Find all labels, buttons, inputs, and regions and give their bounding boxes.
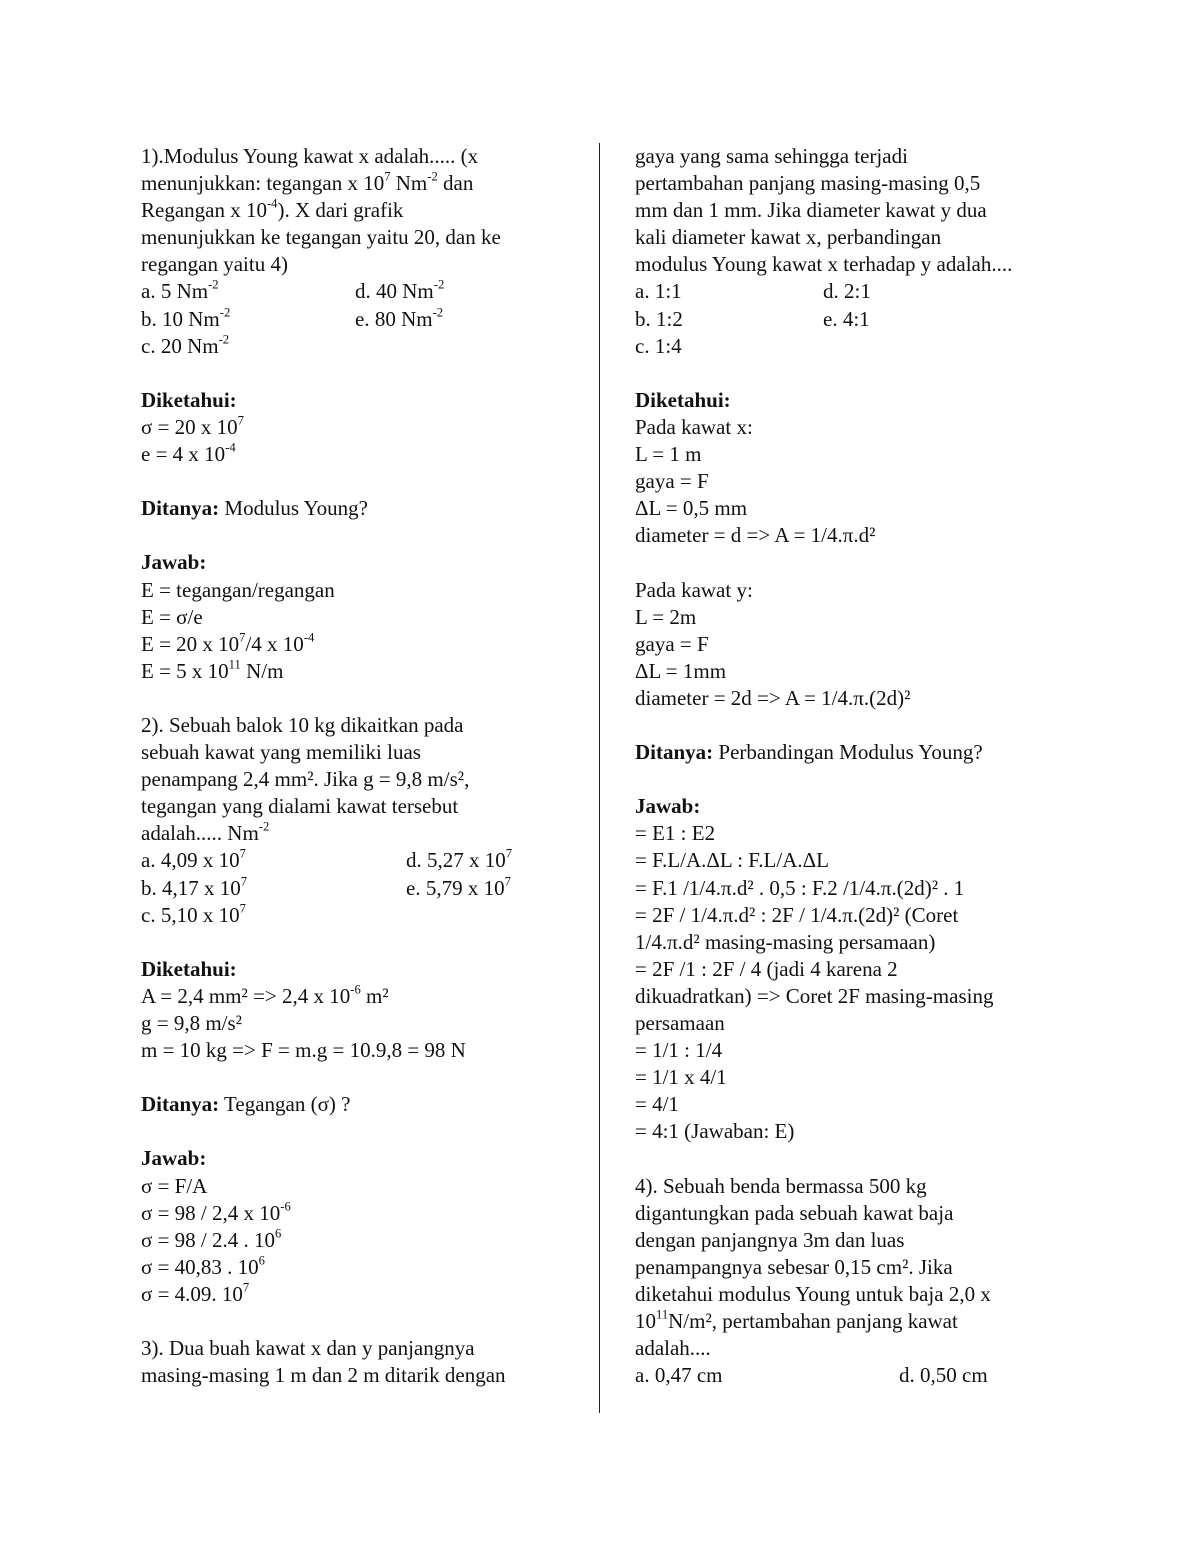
text-run: a. 5 Nm xyxy=(141,279,209,304)
option xyxy=(635,279,682,303)
text-run: d. 2:1 xyxy=(823,279,871,304)
section-heading-diketahui: Diketahui: xyxy=(635,387,731,412)
text-line xyxy=(141,197,581,224)
option xyxy=(355,306,443,333)
text-line xyxy=(141,1362,581,1389)
text-run: 4). Sebuah benda bermassa 500 kg xyxy=(635,1173,927,1198)
text-line xyxy=(635,1118,1075,1145)
text-run: a. 0,47 cm xyxy=(635,1363,723,1388)
text-line xyxy=(635,847,1075,874)
question-stem xyxy=(635,1173,1075,1363)
text-line xyxy=(635,495,1075,522)
superscript: 7 xyxy=(384,169,391,184)
text-run: e. 80 Nm xyxy=(355,306,433,331)
text-run: = 1/1 : 1/4 xyxy=(635,1038,723,1063)
option xyxy=(635,334,682,358)
text-run: E = σ/e xyxy=(141,604,203,629)
text-line xyxy=(141,1173,581,1200)
question-3 xyxy=(635,143,1075,1145)
question-stem xyxy=(141,143,581,278)
option-row xyxy=(635,278,1075,305)
text-run: digantungkan pada sebuah kawat baja xyxy=(635,1200,954,1225)
text-run: m² xyxy=(360,983,389,1008)
text-line xyxy=(141,631,581,658)
known-values xyxy=(141,983,581,1064)
text-line xyxy=(141,739,581,766)
superscript: -4 xyxy=(303,630,315,645)
option-row xyxy=(141,847,581,874)
text-line xyxy=(635,983,1075,1010)
solution-steps xyxy=(141,1173,581,1308)
text-line xyxy=(635,1173,1075,1200)
text-run: = E1 : E2 xyxy=(635,821,716,846)
superscript: -4 xyxy=(225,440,236,455)
superscript: 7 xyxy=(504,874,511,889)
text-line xyxy=(635,956,1075,983)
text-run: adalah.... xyxy=(635,1336,711,1361)
text-run: m = 10 kg => F = m.g = 10.9,8 = 98 N xyxy=(141,1038,466,1063)
superscript: 7 xyxy=(505,847,513,861)
superscript: -2 xyxy=(432,305,444,320)
text-line xyxy=(635,820,1075,847)
option-row xyxy=(141,902,581,929)
text-run: masing-masing 1 m dan 2 m ditarik dengan xyxy=(141,1363,506,1388)
text-line xyxy=(635,1254,1075,1281)
text-run: = 2F /1 : 2F / 4 (jadi 4 karena 2 xyxy=(635,956,898,981)
text-line xyxy=(635,604,1075,631)
text-run: d. 0,50 cm xyxy=(899,1363,988,1388)
text-run: d. 40 Nm xyxy=(355,279,434,304)
option xyxy=(141,876,247,900)
option xyxy=(635,1363,722,1387)
text-run: L = 2m xyxy=(635,604,697,629)
asked-text: Perbandingan Modulus Young? xyxy=(713,740,983,765)
option xyxy=(141,903,246,927)
text-line xyxy=(141,143,581,170)
text-run: penampangnya sebesar 0,15 cm². Jika xyxy=(635,1254,953,1279)
text-run: = 1/1 x 4/1 xyxy=(635,1065,727,1090)
option xyxy=(899,1362,988,1389)
question-asked xyxy=(141,1091,581,1118)
text-run: σ = 40,83 . 10 xyxy=(141,1254,259,1279)
text-line xyxy=(635,251,1075,278)
text-run: = F.L/A.ΔL : F.L/A.ΔL xyxy=(635,848,829,873)
option-row xyxy=(635,333,1075,360)
text-run: penampang 2,4 mm². Jika g = 9,8 m/s², xyxy=(141,767,470,792)
text-run: b. 10 Nm xyxy=(141,306,220,331)
text-run: gaya = F xyxy=(635,631,709,656)
superscript: -6 xyxy=(280,1199,291,1214)
text-line xyxy=(141,251,581,278)
known-values-wire-x xyxy=(635,414,1075,549)
text-run: A = 2,4 mm² => 2,4 x 10 xyxy=(141,983,351,1008)
text-line xyxy=(635,685,1075,712)
question-4 xyxy=(635,1173,1075,1390)
column-divider xyxy=(599,143,600,1413)
option xyxy=(406,847,512,874)
text-run: Pada kawat x: xyxy=(635,414,753,439)
option xyxy=(406,875,511,902)
text-run: /4 x 10 xyxy=(245,631,304,656)
text-line xyxy=(141,604,581,631)
solution-steps xyxy=(635,820,1075,1145)
text-run: ). X dari grafik xyxy=(277,198,404,223)
section-heading-ditanya: Ditanya: xyxy=(141,496,220,521)
text-run: = 4:1 (Jawaban: E) xyxy=(635,1119,795,1144)
option xyxy=(141,307,230,331)
question-asked xyxy=(141,495,581,522)
text-run: E = 5 x 10 xyxy=(141,658,229,683)
text-line xyxy=(635,1091,1075,1118)
answer-options xyxy=(635,278,1075,359)
text-line xyxy=(635,224,1075,251)
text-run: c. 5,10 x 10 xyxy=(141,902,240,927)
text-line xyxy=(141,820,581,847)
text-line xyxy=(141,1227,581,1254)
text-line xyxy=(635,468,1075,495)
option xyxy=(141,848,246,872)
question-1 xyxy=(141,143,581,685)
text-run: b. 1:2 xyxy=(635,306,683,331)
answer-options xyxy=(141,278,581,359)
superscript: 7 xyxy=(239,630,246,645)
text-run: = 2F / 1/4.π.d² : 2F / 1/4.π.(2d)² (Coret xyxy=(635,902,959,927)
text-line xyxy=(141,983,581,1010)
superscript: 6 xyxy=(275,1226,282,1241)
text-line xyxy=(141,577,581,604)
text-line xyxy=(635,1227,1075,1254)
superscript: -2 xyxy=(208,278,219,293)
option-row xyxy=(635,306,1075,333)
question-stem-continued xyxy=(635,143,1075,278)
superscript: 6 xyxy=(258,1253,265,1268)
text-line xyxy=(635,1010,1075,1037)
text-line xyxy=(635,1064,1075,1091)
text-line xyxy=(141,766,581,793)
text-run: tegangan yang dialami kawat tersebut xyxy=(141,794,459,819)
text-line xyxy=(141,793,581,820)
option xyxy=(823,278,871,305)
superscript: -2 xyxy=(258,819,270,834)
text-run: diketahui modulus Young untuk baja 2,0 x xyxy=(635,1281,991,1306)
option xyxy=(141,279,219,303)
text-run: 2). Sebuah balok 10 kg dikaitkan pada xyxy=(141,712,464,737)
text-line xyxy=(635,414,1075,441)
text-line xyxy=(141,170,581,197)
text-run: = F.1 /1/4.π.d² . 0,5 : F.2 /1/4.π.(2d)² . 1 xyxy=(635,875,965,900)
option-row xyxy=(141,278,581,305)
section-heading-jawab: Jawab: xyxy=(141,550,207,575)
section-heading-ditanya: Ditanya: xyxy=(635,740,714,765)
text-line xyxy=(635,902,1075,929)
text-line xyxy=(141,1200,581,1227)
superscript: 7 xyxy=(240,874,248,889)
text-line xyxy=(141,658,581,685)
text-run: diameter = d => A = 1/4.π.d² xyxy=(635,523,876,548)
text-run: c. 1:4 xyxy=(635,333,682,358)
text-line xyxy=(141,1254,581,1281)
option-row xyxy=(141,333,581,360)
text-run: menunjukkan ke tegangan yaitu 20, dan ke xyxy=(141,225,501,250)
text-line xyxy=(635,658,1075,685)
question-2 xyxy=(141,712,581,1308)
text-run: ΔL = 1mm xyxy=(635,658,727,683)
answer-options xyxy=(141,847,581,928)
text-run: E = 20 x 10 xyxy=(141,631,240,656)
text-run: b. 4,17 x 10 xyxy=(141,875,241,900)
text-run: a. 1:1 xyxy=(635,279,682,304)
text-line xyxy=(141,1037,581,1064)
text-run: N/m², pertambahan panjang kawat xyxy=(668,1309,958,1334)
text-run: σ = 4.09. 10 xyxy=(141,1281,243,1306)
superscript: -2 xyxy=(218,332,230,347)
text-run: e = 4 x 10 xyxy=(141,442,226,467)
text-run: σ = F/A xyxy=(141,1173,208,1198)
text-run: d. 5,27 x 10 xyxy=(406,848,506,873)
question-3-stem-start xyxy=(141,1335,581,1389)
text-run: 1/4.π.d² masing-masing persamaan) xyxy=(635,929,936,954)
text-run: e. 4:1 xyxy=(823,306,870,331)
option xyxy=(823,306,870,333)
text-run: Pada kawat y: xyxy=(635,577,753,602)
question-asked xyxy=(635,739,1075,766)
text-line xyxy=(635,197,1075,224)
superscript: -2 xyxy=(433,278,445,293)
text-line xyxy=(141,1281,581,1308)
text-run: 1).Modulus Young kawat x adalah..... (x xyxy=(141,144,479,168)
text-line xyxy=(635,143,1075,170)
text-line xyxy=(635,441,1075,468)
text-line xyxy=(635,170,1075,197)
text-line xyxy=(635,577,1075,604)
text-line xyxy=(141,441,581,468)
text-line xyxy=(635,1308,1075,1335)
section-heading-jawab: Jawab: xyxy=(635,794,701,819)
text-line xyxy=(635,1335,1075,1362)
option-row xyxy=(635,1362,1075,1389)
text-run: g = 9,8 m/s² xyxy=(141,1011,242,1035)
text-run: gaya = F xyxy=(635,469,709,494)
text-run: mm dan 1 mm. Jika diameter kawat y dua xyxy=(635,198,987,223)
text-run: N/m xyxy=(240,658,284,683)
solution-steps xyxy=(141,577,581,685)
text-run: a. 4,09 x 10 xyxy=(141,848,240,873)
superscript: 7 xyxy=(239,847,246,861)
superscript: 7 xyxy=(242,1280,250,1295)
text-line xyxy=(635,522,1075,549)
text-run: dan xyxy=(437,171,474,196)
text-run: σ = 20 x 10 xyxy=(141,414,238,439)
superscript: -2 xyxy=(427,169,438,184)
superscript: 11 xyxy=(656,1307,669,1322)
option-row xyxy=(141,306,581,333)
text-run: regangan yaitu 4) xyxy=(141,252,288,277)
right-column xyxy=(635,143,1075,1389)
section-heading-diketahui: Diketahui: xyxy=(141,956,237,981)
text-run: 10 xyxy=(635,1309,656,1334)
text-run: E = tegangan/regangan xyxy=(141,577,335,602)
superscript: 7 xyxy=(237,413,244,428)
text-run: σ = 98 / 2.4 . 10 xyxy=(141,1227,275,1252)
known-values xyxy=(141,414,581,468)
text-run: dengan panjangnya 3m dan luas xyxy=(635,1227,905,1252)
answer-options xyxy=(635,1362,1075,1389)
superscript: -2 xyxy=(219,305,231,320)
text-run: menunjukkan: tegangan x 10 xyxy=(141,171,385,196)
text-run: Nm xyxy=(390,171,428,196)
text-run: adalah..... Nm xyxy=(141,821,259,846)
text-run: kali diameter kawat x, perbandingan xyxy=(635,225,942,250)
text-line xyxy=(635,1037,1075,1064)
section-heading-jawab: Jawab: xyxy=(141,1146,207,1171)
superscript: -4 xyxy=(266,196,278,211)
question-stem xyxy=(141,712,581,847)
option xyxy=(141,334,229,358)
asked-text: Tegangan (σ) ? xyxy=(219,1092,351,1117)
text-run: gaya yang sama sehingga terjadi xyxy=(635,144,908,168)
text-run: L = 1 m xyxy=(635,442,702,467)
asked-text: Modulus Young? xyxy=(219,496,368,521)
text-run: dikuadratkan) => Coret 2F masing-masing xyxy=(635,983,994,1008)
left-column xyxy=(141,143,581,1389)
text-run: pertambahan panjang masing-masing 0,5 xyxy=(635,171,981,196)
text-line xyxy=(635,1281,1075,1308)
text-line xyxy=(141,414,581,441)
text-run: 3). Dua buah kawat x dan y panjangnya xyxy=(141,1336,475,1361)
text-line xyxy=(141,1335,581,1362)
option xyxy=(635,307,683,331)
option xyxy=(355,278,444,305)
text-run: sebuah kawat yang memiliki luas xyxy=(141,740,421,765)
section-heading-diketahui: Diketahui: xyxy=(141,387,237,412)
text-line xyxy=(635,875,1075,902)
option-row xyxy=(141,875,581,902)
known-values-wire-y xyxy=(635,577,1075,712)
text-line xyxy=(141,1010,581,1037)
text-line xyxy=(141,224,581,251)
superscript: 7 xyxy=(239,901,246,916)
section-heading-ditanya: Ditanya: xyxy=(141,1092,220,1117)
text-line xyxy=(635,1200,1075,1227)
superscript: -6 xyxy=(350,982,361,997)
text-line xyxy=(141,712,581,739)
superscript: 11 xyxy=(228,657,241,672)
text-run: persamaan xyxy=(635,1011,725,1035)
text-run: diameter = 2d => A = 1/4.π.(2d)² xyxy=(635,685,911,710)
text-run: = 4/1 xyxy=(635,1092,679,1117)
text-run: c. 20 Nm xyxy=(141,333,219,358)
text-run: e. 5,79 x 10 xyxy=(406,875,505,900)
text-run: modulus Young kawat x terhadap y adalah.... xyxy=(635,252,1013,277)
text-run: σ = 98 / 2,4 x 10 xyxy=(141,1200,281,1225)
text-run: Regangan x 10 xyxy=(141,198,267,223)
text-line xyxy=(635,929,1075,956)
text-run: ΔL = 0,5 mm xyxy=(635,496,748,521)
text-line xyxy=(635,631,1075,658)
